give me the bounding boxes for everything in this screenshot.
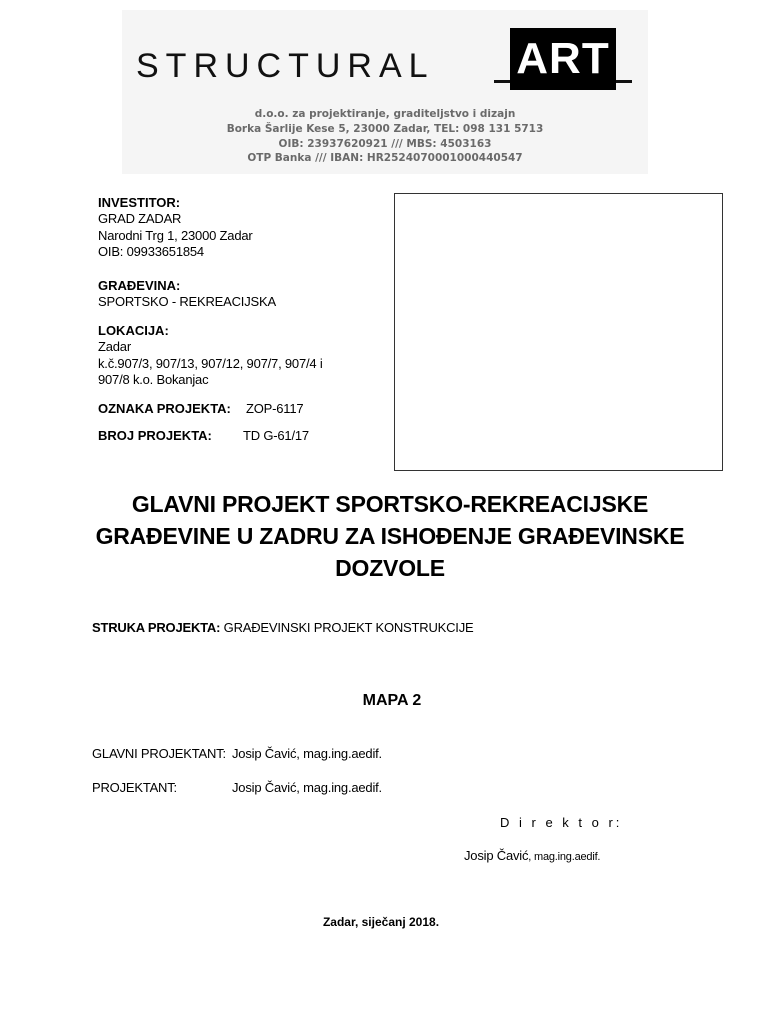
gradevina-value: SPORTSKO - REKREACIJSKA — [98, 294, 276, 309]
company-logo-wordmark: STRUCTURAL — [136, 47, 435, 85]
oznaka-projekta-value: ZOP-6117 — [246, 401, 304, 416]
investitor-address: Narodni Trg 1, 23000 Zadar — [98, 228, 253, 243]
company-address: Borka Šarlije Kese 5, 23000 Zadar, TEL: 098 131 5713 — [226, 123, 544, 135]
direktor-degree: , mag.ing.aedif. — [528, 851, 601, 863]
direktor-name — [464, 848, 600, 863]
company-letterhead — [122, 10, 648, 174]
glavni-projektant-name — [232, 746, 382, 761]
oznaka-projekta-label: OZNAKA PROJEKTA: — [98, 401, 231, 416]
project-title — [60, 488, 720, 584]
lokacija-parcels-1: k.č.907/3, 907/13, 907/12, 907/7, 907/4 i — [98, 356, 323, 371]
projektant-name — [232, 780, 382, 795]
company-bank: OTP Banka /// IBAN: HR2524070001000440547 — [247, 152, 523, 164]
company-logo-art: ART — [510, 28, 616, 90]
lokacija-label: LOKACIJA: — [98, 323, 169, 338]
project-title-line-2: GRAĐEVINE U ZADRU ZA ISHOĐENJE GRAĐEVINSKE — [95, 523, 685, 549]
projektant-person: Josip Čavić — [232, 780, 297, 795]
company-ids: OIB: 23937620921 /// MBS: 4503163 — [278, 138, 492, 150]
broj-projekta-value: TD G-61/17 — [243, 428, 309, 443]
struka-projekta — [92, 620, 473, 635]
glavni-projektant-label: GLAVNI PROJEKTANT: — [92, 746, 226, 761]
lokacija-city: Zadar — [98, 339, 131, 354]
broj-projekta-label: BROJ PROJEKTA: — [98, 428, 212, 443]
direktor-label: D i r e k t o r: — [500, 815, 623, 830]
gradevina-label: GRAĐEVINA: — [98, 278, 181, 293]
direktor-person: Josip Čavić — [464, 848, 529, 863]
projektant-degree: , mag.ing.aedif. — [296, 780, 382, 795]
struka-projekta-value: GRAĐEVINSKI PROJEKT KONSTRUKCIJE — [223, 620, 474, 635]
project-title-line-1: GLAVNI PROJEKT SPORTSKO-REKREACIJSKE — [131, 491, 649, 517]
mapa-number: MAPA 2 — [362, 692, 422, 709]
investitor-oib: OIB: 09933651854 — [98, 244, 204, 259]
glavni-projektant-person: Josip Čavić — [232, 746, 297, 761]
investitor-label: INVESTITOR: — [98, 195, 181, 210]
project-title-line-3: DOZVOLE — [335, 555, 445, 581]
place-and-date: Zadar, siječanj 2018. — [322, 915, 440, 929]
struka-projekta-label: STRUKA PROJEKTA: — [92, 620, 221, 635]
company-tagline: d.o.o. za projektiranje, graditeljstvo i dizajn — [254, 108, 516, 120]
glavni-projektant-degree: , mag.ing.aedif. — [296, 746, 382, 761]
investitor-name: GRAD ZADAR — [98, 211, 182, 226]
image-placeholder-frame — [394, 193, 723, 471]
projektant-label: PROJEKTANT: — [92, 780, 177, 795]
lokacija-parcels-2: 907/8 k.o. Bokanjac — [98, 372, 209, 387]
